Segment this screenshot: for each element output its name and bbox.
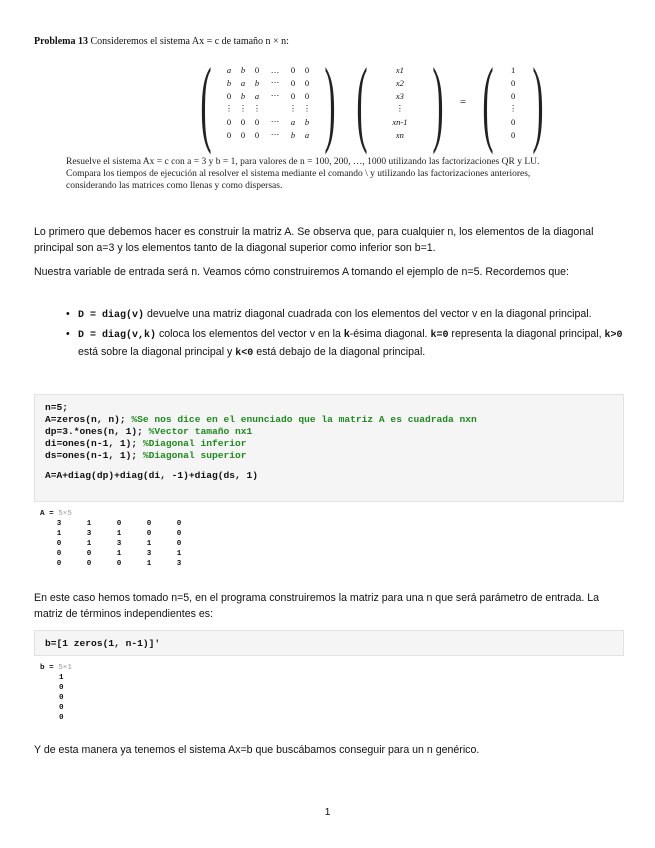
bullet-text: está debajo de la diagonal principal. [253, 346, 426, 358]
matrix-a-cell: b [240, 90, 246, 101]
vector-x-entry: x3 [395, 90, 404, 101]
matrix-a-cell: b [304, 116, 310, 127]
matrix-a-cell: a [240, 77, 246, 88]
problem-text: Consideremos el sistema Ax = c de tamaño n × n: [90, 36, 289, 47]
matrix-a-cell: 0 [226, 116, 232, 127]
inline-code: D = diag(v) [78, 310, 145, 321]
matrix-a-cell: 0 [254, 116, 260, 127]
matrix-a-cell: 0 [226, 90, 232, 101]
matrix-a [222, 63, 314, 141]
output-cell: 3 [116, 540, 122, 548]
matrix-a-cell: 0 [240, 116, 246, 127]
output-cell: 1 [176, 550, 182, 558]
vector-x-entry: x2 [395, 77, 404, 88]
output-label: A = [40, 510, 59, 518]
vector-x-entry: xn [395, 129, 404, 140]
output-cell: 0 [56, 550, 62, 558]
matrix-a-cell: ⋯ [270, 77, 280, 87]
right-paren: ) [324, 48, 336, 155]
vector-x-entry: xn-1 [392, 116, 408, 127]
bullet-text: coloca los elementos del vector v en la [156, 328, 344, 340]
output-cell: 0 [116, 520, 122, 528]
matrix-a-cell: 0 [226, 129, 232, 140]
right-paren: ) [432, 48, 444, 155]
matrix-a-cell: b [240, 64, 246, 75]
matrix-a-cell: 0 [290, 64, 296, 75]
left-paren: ( [200, 48, 212, 155]
inline-code: k=0 [430, 330, 449, 341]
paragraph-input: Nuestra variable de entrada será n. Veamos cómo construiremos A tomando el ejemplo de n=5. Recordemos que: [34, 266, 569, 278]
code-line: A=A+diag(dp)+diag(di, -1)+diag(ds, 1) [45, 470, 259, 481]
output-cell: 0 [56, 560, 62, 568]
code-block-build-b[interactable] [34, 630, 624, 656]
list-item [64, 326, 624, 362]
matrix-a-cell: a [254, 90, 260, 101]
vector-c-entry: 1 [510, 64, 516, 75]
output-size: 5×5 [58, 510, 72, 518]
code-line: ds=ones(n-1, 1); %Diagonal superior [45, 450, 247, 461]
matrix-a-cell: a [304, 129, 310, 140]
output-cell: 0 [59, 694, 64, 702]
matrix-a-cell: 0 [290, 90, 296, 101]
output-cell: 0 [116, 560, 122, 568]
output-cell: 1 [59, 674, 64, 682]
vector-c [504, 63, 522, 141]
output-cell: 3 [146, 550, 152, 558]
output-cell: 3 [56, 520, 62, 528]
vector-c-entry: 0 [510, 90, 516, 101]
matrix-a-cell: ⋮ [302, 103, 312, 113]
left-paren: ( [356, 48, 368, 155]
output-column [59, 673, 72, 723]
list-item [64, 306, 624, 324]
matrix-a-cell: 0 [304, 90, 310, 101]
output-cell: 0 [176, 540, 182, 548]
matrix-a-cell: ⋯ [270, 129, 280, 139]
vector-c-entry: ⋮ [508, 103, 518, 113]
matrix-a-cell: 0 [304, 77, 310, 88]
inline-code: k>0 [604, 330, 623, 341]
output-vector-b [40, 663, 72, 723]
matrix-a-cell: b [254, 77, 260, 88]
problem-statement [34, 36, 624, 48]
vector-x [378, 63, 422, 141]
output-cell: 0 [59, 704, 64, 712]
output-cell: 0 [86, 550, 92, 558]
output-size: 5×1 [58, 664, 72, 672]
matrix-a-cell: ⋮ [224, 103, 234, 113]
output-cell: 3 [176, 560, 182, 568]
output-cell: 1 [146, 560, 152, 568]
vector-x-entry: ⋮ [395, 103, 405, 113]
output-cell: 0 [146, 530, 152, 538]
output-cell: 1 [146, 540, 152, 548]
matrix-a-cell: ⋮ [252, 103, 262, 113]
code-block-build-a[interactable] [34, 394, 624, 502]
matrix-a-cell: 0 [304, 64, 310, 75]
matrix-a-cell: 0 [240, 129, 246, 140]
output-matrix-a [40, 509, 194, 569]
output-cell: 1 [116, 550, 122, 558]
bullet-text: -ésima diagonal. [349, 328, 431, 340]
output-cell: 0 [56, 540, 62, 548]
output-cell: 1 [56, 530, 62, 538]
matrix-a-cell: ⋯ [270, 90, 280, 100]
matrix-a-cell: ⋮ [238, 103, 248, 113]
output-cell: 0 [59, 714, 64, 722]
matrix-a-cell: ⋮ [288, 103, 298, 113]
matrix-a-cell: a [290, 116, 296, 127]
output-cell: 0 [59, 684, 64, 692]
inline-code: D = diag(v,k) [78, 330, 157, 341]
output-cell: 0 [176, 530, 182, 538]
matrix-a-cell: a [226, 64, 232, 75]
problem-description: Resuelve el sistema Ax = c con a = 3 y b = 1, para valores de n = 100, 200, …, 1000 utilizando las factorizaciones QR y LU. Compara los tiempos de ejecución al resolver el sistema mediante el comando \ y utilizando las factorizaciones anteriores, considerando las matrices como llenas y como dispersas. [66, 157, 540, 191]
code-line: b=[1 zeros(1, n-1)]' [45, 638, 161, 649]
output-cell: 1 [86, 540, 92, 548]
equals-sign: = [459, 96, 467, 108]
left-paren: ( [482, 48, 494, 155]
diag-bullet-list [64, 306, 624, 364]
matrix-equation [190, 48, 554, 155]
output-cell: 3 [86, 530, 92, 538]
output-cell: 1 [86, 520, 92, 528]
vector-c-entry: 0 [510, 116, 516, 127]
output-grid [44, 519, 194, 569]
code-line: A=zeros(n, n); %Se nos dice en el enunciado que la matriz A es cuadrada nxn [45, 414, 477, 425]
matrix-a-cell: … [270, 64, 280, 75]
bullet-text: está sobre la diagonal principal y [78, 346, 236, 358]
vector-c-entry: 0 [510, 129, 516, 140]
vector-x-entry: x1 [395, 64, 404, 75]
code-line: n=5; [45, 402, 69, 413]
inline-code: k<0 [235, 348, 254, 359]
bold-k: k [343, 328, 350, 340]
paragraph-conclusion: Y de esta manera ya tenemos el sistema Ax=b que buscábamos conseguir para un n genérico. [34, 744, 480, 756]
matrix-a-cell: b [290, 129, 296, 140]
matrix-a-cell: ⋯ [270, 116, 280, 126]
output-cell: 0 [146, 520, 152, 528]
code-line: dp=3.*ones(n, 1); %Vector tamaño nx1 [45, 426, 253, 437]
output-cell: 1 [116, 530, 122, 538]
output-cell: 0 [86, 560, 92, 568]
output-cell: 0 [176, 520, 182, 528]
paragraph-rhs: En este caso hemos tomado n=5, en el programa construiremos la matriz para una n que será parámetro de entrada. La matriz de términos independientes es: [34, 592, 600, 620]
bullet-text: devuelve una matriz diagonal cuadrada con los elementos del vector v en la diagonal principal. [144, 308, 592, 320]
output-label: b = [40, 664, 59, 672]
problem-label: Problema 13 [34, 36, 88, 47]
paragraph-intro: Lo primero que debemos hacer es construir la matriz A. Se observa que, para cualquier n, los elementos de la diagonal principal son a=3 y los elementos tanto de la diagonal superior como inferior son b=1. [34, 226, 594, 254]
matrix-a-cell: 0 [254, 64, 260, 75]
page-number: 1 [324, 806, 331, 818]
code-line: di=ones(n-1, 1); %Diagonal inferior [45, 438, 247, 449]
matrix-a-cell: 0 [290, 77, 296, 88]
matrix-a-cell: 0 [254, 129, 260, 140]
matrix-a-cell: b [226, 77, 232, 88]
right-paren: ) [532, 48, 544, 155]
bullet-text: representa la diagonal principal, [448, 328, 605, 340]
vector-c-entry: 0 [510, 77, 516, 88]
